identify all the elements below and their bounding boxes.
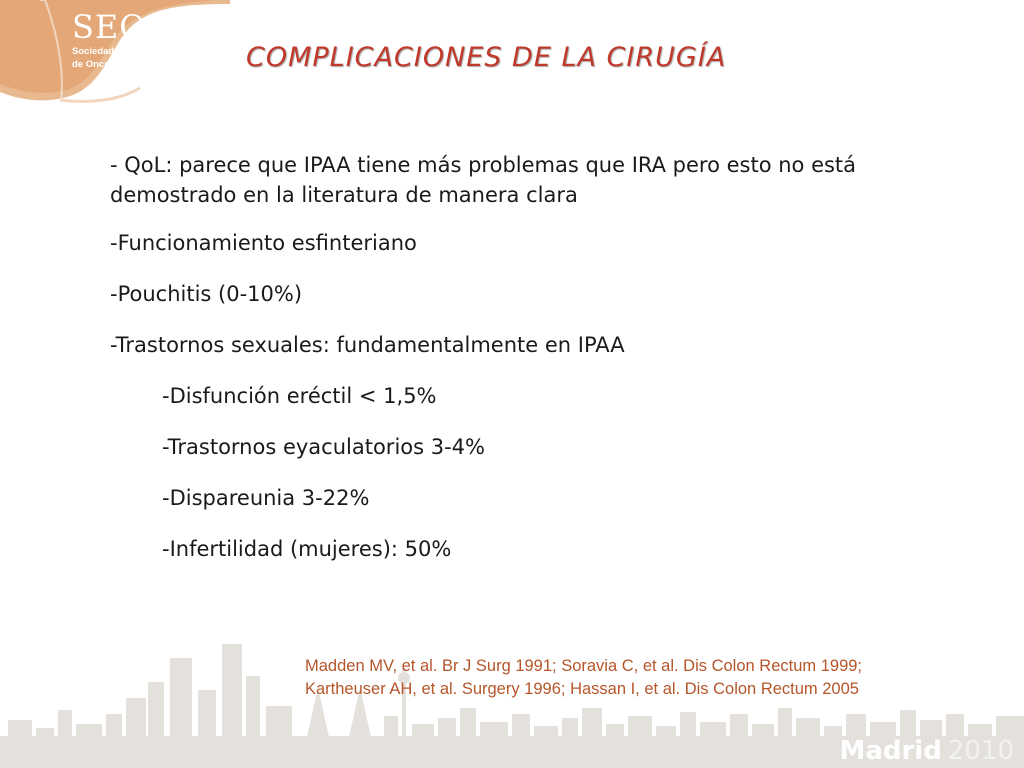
bullet-item: - QoL: parece que IPAA tiene más problemas que IRA pero esto no está demostrado en la literatura de manera clara <box>110 153 857 207</box>
logo <box>72 10 180 70</box>
logo-line-2: de Oncología Médica <box>72 59 168 70</box>
bullet-subitem: -Trastornos eyaculatorios 3-4% <box>162 435 485 459</box>
bullet-item: -Trastornos sexuales: fundamentalmente en IPAA <box>110 333 625 357</box>
brand-city: Madrid <box>839 736 942 766</box>
reference-line-1: Madden MV, et al. Br J Surg 1991; Soravia C, et al. Dis Colon Rectum 1999; <box>305 657 863 675</box>
bullet-list <box>110 150 930 585</box>
bullet-item: -Pouchitis (0-10%) <box>110 282 303 306</box>
slide-title: COMPLICACIONES DE LA CIRUGÍA <box>246 42 727 73</box>
bullet-subitem: -Disfunción eréctil < 1,5% <box>162 384 437 408</box>
footer-brand <box>839 736 1014 766</box>
references <box>305 655 862 701</box>
reference-line-2: Kartheuser AH, et al. Surgery 1996; Hassan I, et al. Dis Colon Rectum 2005 <box>305 680 859 698</box>
brand-year: 2010 <box>947 736 1014 766</box>
bullet-item: -Funcionamiento esfinteriano <box>110 231 417 255</box>
logo-line-1: Sociedad Española <box>72 46 160 57</box>
bullet-subitem: -Dispareunia 3-22% <box>162 486 370 510</box>
logo-name: SEOM <box>72 8 181 46</box>
bullet-subitem: -Infertilidad (mujeres): 50% <box>162 537 452 561</box>
